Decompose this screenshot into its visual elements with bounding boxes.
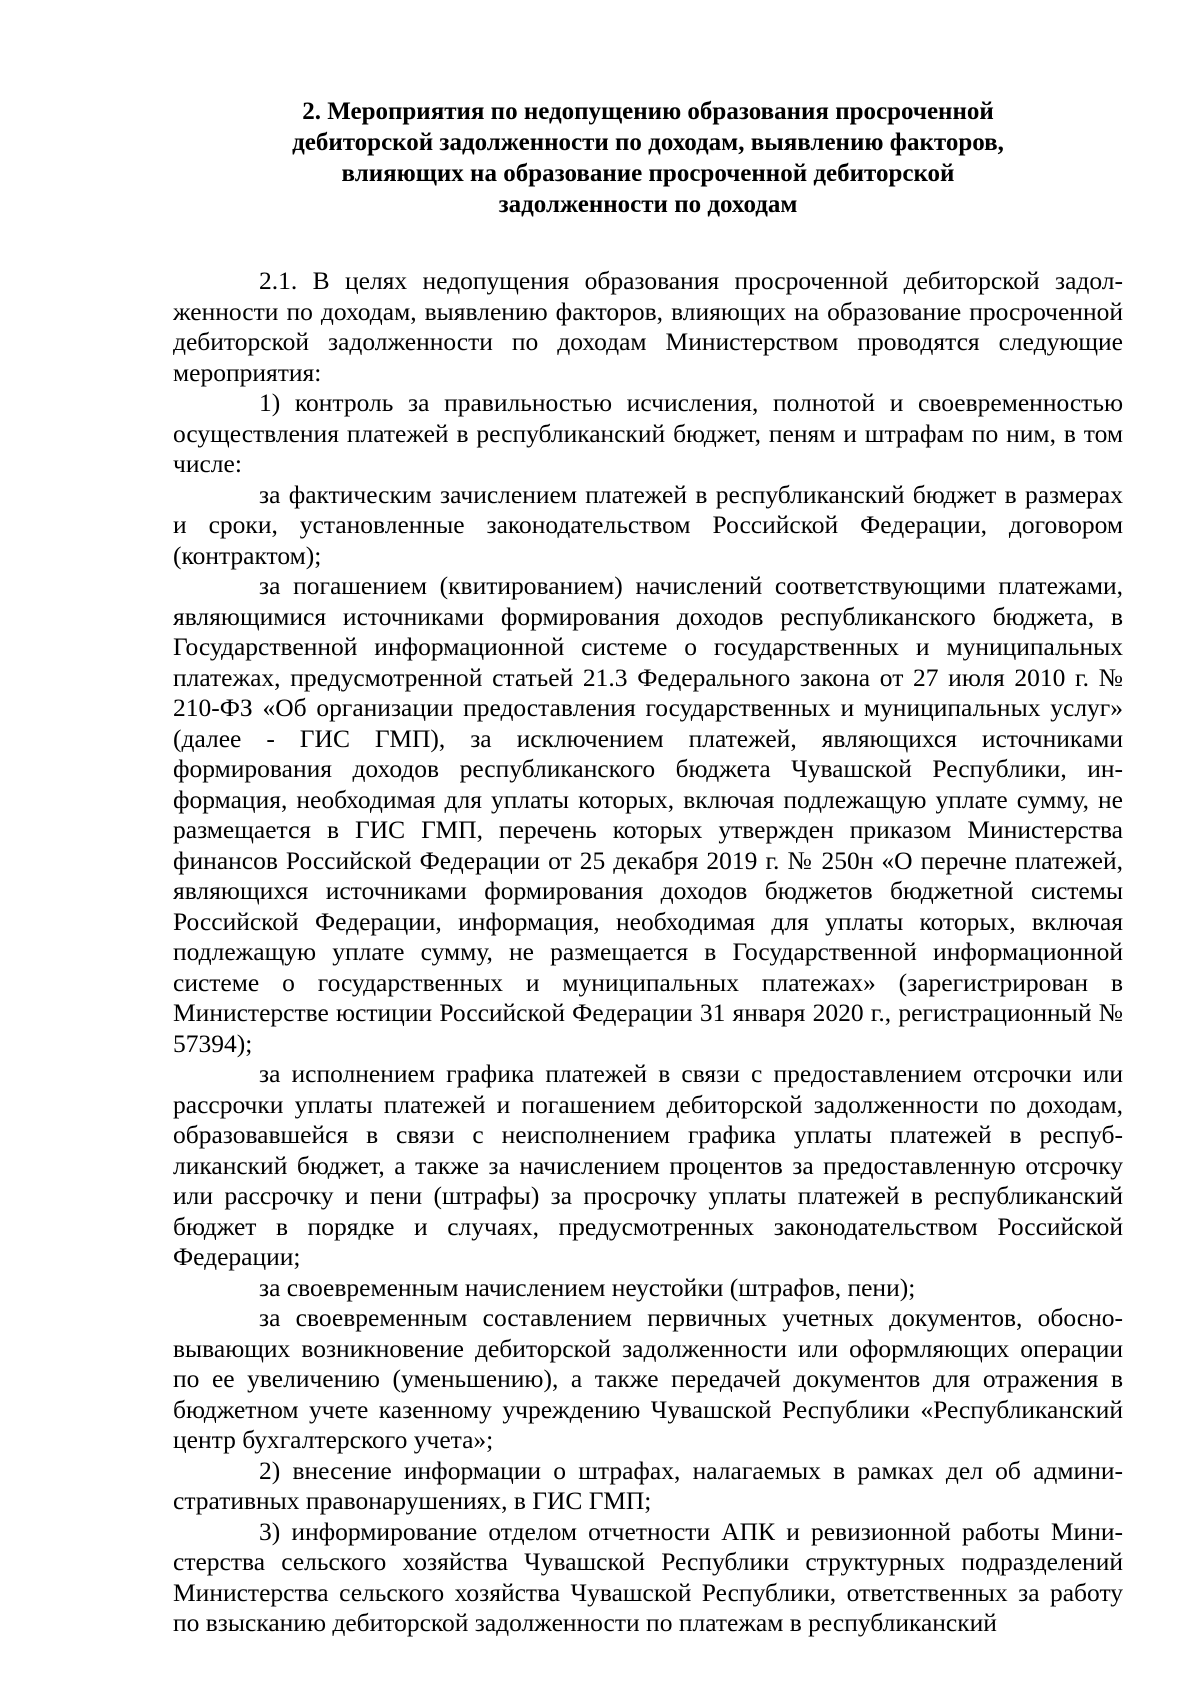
document-page xyxy=(173,96,1123,1639)
heading-line: задолженности по доходам xyxy=(498,191,798,218)
sub-item-actual-crediting: за фактическим зачислением платежей в республиканский бюджет в размерах и сроки, установленные законодательством Российской Федерации, договором (контрактом); xyxy=(173,479,1123,570)
heading-line: 2. Мероприятия по недопущению образования просроченной xyxy=(302,98,994,125)
list-item-2: 2) внесение информации о штрафах, налагаемых в рамках дел об административных правонарушениях, в ГИС ГМП; xyxy=(173,1455,1123,1515)
heading-line: дебиторской задолженности по доходам, выявлению факторов, xyxy=(292,129,1004,156)
sub-item-repayment-reconciliation: за погашением (квитированием) начислений соответствующими платежами, являющимися источниками формирования доходов республиканского бюджета, в Государственной информационной системе о государственных и муниципальных платежах, предусмотренной статьей 21.3 Федерального закона от 27 июля 2010 г. № 210-ФЗ «Об организации предоставления государственных и муниципальных услуг» (далее - ГИС ГМП), за исключением платежей, являющихся источниками формирования доходов республиканского бюджета Чувашской Республики, информация, необходимая для уплаты которых, включая подлежащую уплате сумму, не размещается в ГИС ГМП, перечень которых утвержден приказом Министерства финансов Российской Федерации от 25 декабря 2019 г. № 250н «О перечне платежей, являющихся источниками формирования доходов бюджетов бюджетной системы Российской Федерации, информация, необходимая для уплаты которых, включая подлежащую уплате сумму, не размещается в Государственной информационной системе о государственных и муниципальных платежах» (зарегистрирован в Министерстве юстиции Российской Федерации 31 января 2020 г., регистрационный № 57394); xyxy=(173,571,1123,1058)
list-item-1: 1) контроль за правильностью исчисления, полнотой и своевременностью осуществления платежей в республиканский бюджет, пеням и штрафам по ним, в том числе: xyxy=(173,388,1123,478)
sub-item-payment-schedule: за исполнением графика платежей в связи с предоставлением отсрочки или рассрочки уплаты платежей и погашением дебиторской задолженности по доходам, образовавшейся в связи с неисполнением графика уплаты платежей в республиканский бюджет, а также за начислением процентов за предоставленную отсрочку или рассрочку и пени (штрафы) за просрочку уплаты платежей в республиканский бюджет в порядке и случаях, предусмотренных законодательством Российской Федерации; xyxy=(173,1059,1123,1271)
sub-item-primary-documents: за своевременным составлением первичных учетных документов, обосновывающих возникновение дебиторской задолженности или оформляющих операции по ее увеличению (уменьшению), а также передачей документов для отражения в бюджетном учете казенному учреждению Чувашской Республики «Республиканский центр бухгалтерского учета»; xyxy=(173,1303,1123,1454)
section-heading xyxy=(173,96,1123,220)
heading-line: влияющих на образование просроченной дебиторской xyxy=(341,160,955,187)
list-item-3: 3) информирование отделом отчетности АПК и ревизионной работы Министерства сельского хозяйства Чувашской Республики структурных подразделений Министерства сельского хозяйства Чувашской Республики, ответственных за работу по взысканию дебиторской задолженности по платежам в республиканский xyxy=(173,1516,1123,1637)
paragraph-2-1: 2.1. В целях недопущения образования просроченной дебиторской задолженности по доходам, выявлению факторов, влияющих на образование просроченной дебиторской задолженности по доходам Министерством проводятся следующие мероприятия: xyxy=(173,266,1123,387)
sub-item-penalty-accrual: за своевременным начислением неустойки (штрафов, пени); xyxy=(259,1272,916,1302)
